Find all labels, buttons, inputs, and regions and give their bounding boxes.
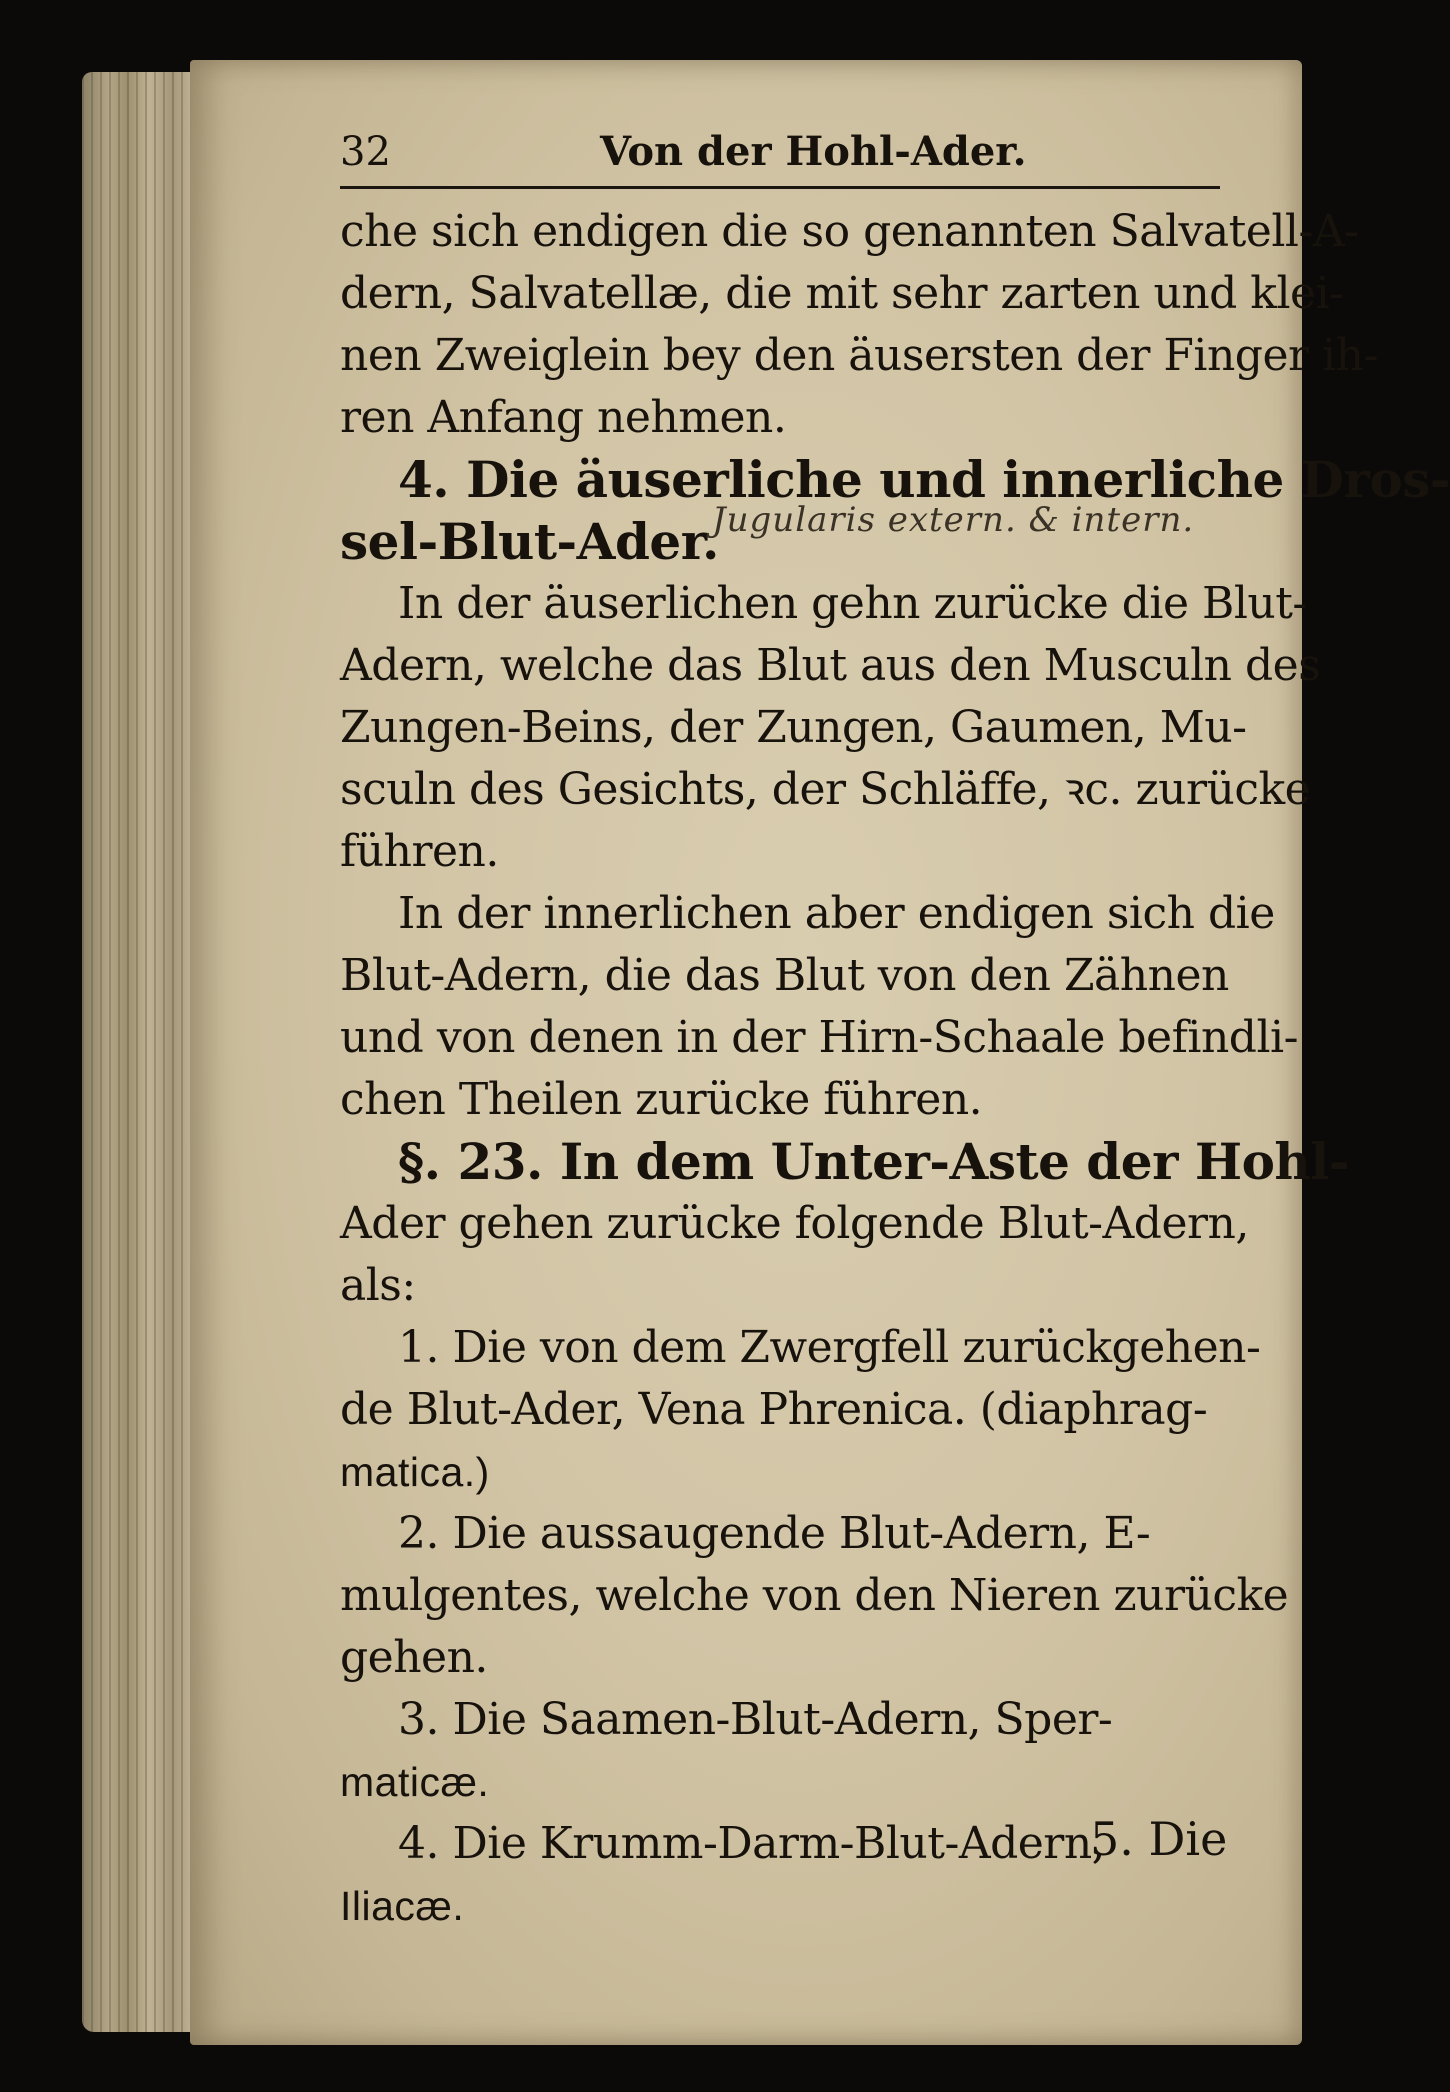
text-line: mulgentes, welche von den Nieren zurücke xyxy=(340,1570,1289,1621)
text-line: dern, Salvatellæ, die mit sehr zarten und klei- xyxy=(340,268,1344,319)
text-line: 3. Die Saamen-Blut-Adern, Sper- xyxy=(398,1694,1113,1745)
text-line: 4. Die äuserliche und innerliche Dros- xyxy=(398,450,1450,509)
text-line: 2. Die aussaugende Blut-Adern, E- xyxy=(398,1508,1151,1559)
text-line: ren Anfang nehmen. xyxy=(340,392,787,443)
running-head: Von der Hohl-Ader. xyxy=(600,128,1027,175)
text-line: matica.) xyxy=(340,1449,490,1495)
text-line: Blut-Adern, die das Blut von den Zähnen xyxy=(340,950,1229,1001)
text-line: de Blut-Ader, Vena Phrenica. (diaphrag- xyxy=(340,1384,1208,1435)
header-rule xyxy=(340,186,1220,189)
text-line: che sich endigen die so genannten Salvatell-A- xyxy=(340,206,1359,257)
page-number: 32 xyxy=(340,129,391,175)
handwritten-annotation: Jugularis extern. & intern. xyxy=(712,500,1195,540)
text-line: und von denen in der Hirn-Schaale befindli- xyxy=(340,1012,1298,1063)
text-line: als: xyxy=(340,1260,416,1311)
text-line: 4. Die Krumm-Darm-Blut-Adern, xyxy=(398,1818,1106,1869)
text-line: gehen. xyxy=(340,1632,488,1683)
text-line: sel-Blut-Ader. xyxy=(340,512,719,571)
text-line: Iliacæ. xyxy=(340,1883,465,1929)
text-line: führen. xyxy=(340,826,499,877)
text-line: chen Theilen zurücke führen. xyxy=(340,1074,983,1125)
catchword: 5. Die xyxy=(1090,1812,1228,1866)
text-line: 1. Die von dem Zwergfell zurückgehen- xyxy=(398,1322,1261,1373)
text-line: In der innerlichen aber endigen sich die xyxy=(398,888,1275,939)
page-header xyxy=(340,122,1260,182)
text-block xyxy=(340,122,1450,1937)
text-line: Adern, welche das Blut aus den Musculn des xyxy=(340,640,1321,691)
text-line: sculn des Gesichts, der Schläffe, ꝛc. zurücke xyxy=(340,764,1311,815)
section-heading: §. 23. In dem Unter-Aste der Hohl- xyxy=(398,1132,1350,1191)
text-line: Zungen-Beins, der Zungen, Gaumen, Mu- xyxy=(340,702,1247,753)
text-line: Ader gehen zurücke folgende Blut-Adern, xyxy=(340,1198,1249,1249)
text-line: In der äuserlichen gehn zurücke die Blut- xyxy=(398,578,1307,629)
text-line: maticæ. xyxy=(340,1759,490,1805)
text-line: nen Zweiglein bey den äusersten der Finger ih- xyxy=(340,330,1378,381)
